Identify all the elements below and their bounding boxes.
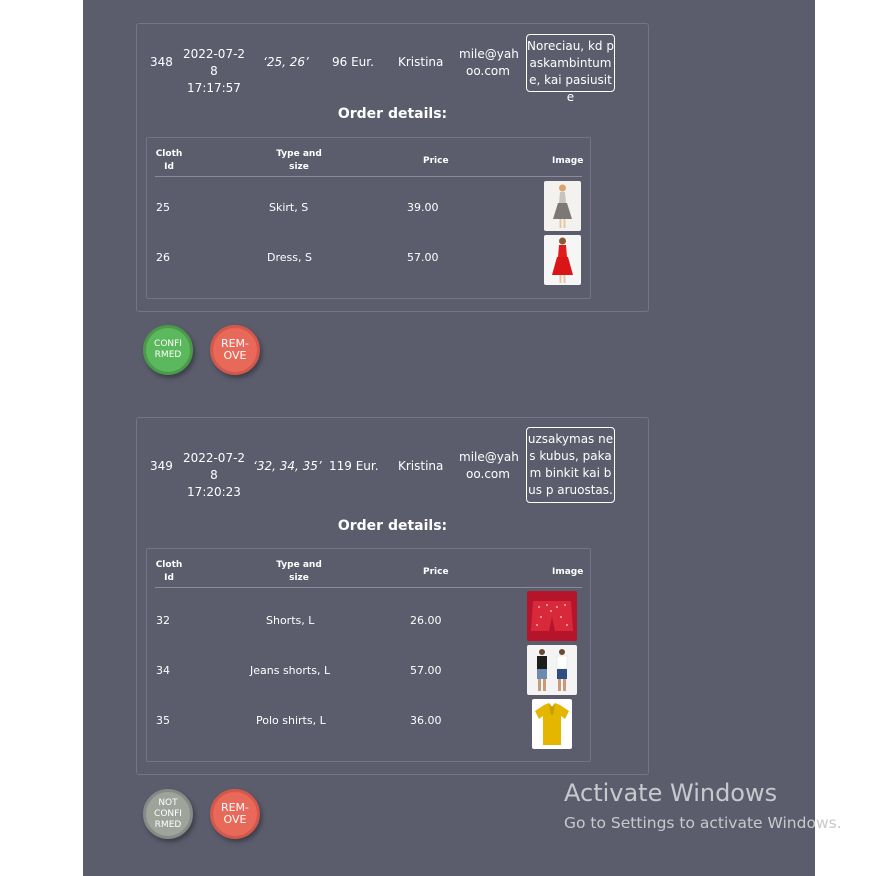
order-details-title: Order details: xyxy=(337,518,448,534)
confirmed-button[interactable]: CONFI RMED xyxy=(143,325,193,375)
col-price-header: Price xyxy=(423,567,449,577)
order-date: 2022-07-2 8 17:20:23 xyxy=(182,451,246,499)
col-type-header: Type and size xyxy=(276,149,322,172)
row-price: 36.00 xyxy=(410,714,442,727)
row-cloth-id: 32 xyxy=(156,614,170,627)
order-total: 96 Eur. xyxy=(332,55,374,69)
col-image-header: Image xyxy=(552,156,584,166)
row-type: Jeans shorts, L xyxy=(250,664,331,677)
product-image[interactable] xyxy=(544,235,581,285)
product-image[interactable] xyxy=(544,181,581,231)
order-comment: uzsakymas nes kubus, pakam binkit kai bus p aruostas. xyxy=(526,427,615,503)
order-id: 349 xyxy=(150,459,173,473)
header-divider xyxy=(155,176,582,177)
row-cloth-id: 35 xyxy=(156,714,170,727)
order-item-ids: ‘25, 26’ xyxy=(263,55,309,69)
order-id: 348 xyxy=(150,55,173,69)
row-price: 57.00 xyxy=(410,664,442,677)
order-details-table xyxy=(146,137,591,299)
customer-name: Kristina xyxy=(398,55,444,69)
activate-windows-subtitle: Go to Settings to activate Windows. xyxy=(564,814,842,832)
row-cloth-id: 34 xyxy=(156,664,170,677)
customer-name: Kristina xyxy=(398,459,444,473)
row-type: Skirt, S xyxy=(269,201,309,214)
order-details-table xyxy=(146,548,591,762)
not-confirmed-button[interactable]: NOT CONFI RMED xyxy=(143,789,193,839)
row-type: Shorts, L xyxy=(266,614,315,627)
row-type: Dress, S xyxy=(267,251,312,264)
header-divider xyxy=(155,587,582,588)
row-cloth-id: 25 xyxy=(156,201,170,214)
product-image[interactable] xyxy=(527,591,577,641)
col-price-header: Price xyxy=(423,156,449,166)
row-price: 26.00 xyxy=(410,614,442,627)
order-date: 2022-07-2 8 17:17:57 xyxy=(182,47,246,95)
activate-windows-title: Activate Windows xyxy=(564,779,778,807)
customer-email: mile@yah oo.com xyxy=(459,47,519,78)
col-type-header: Type and size xyxy=(276,560,322,583)
order-item-ids: ‘32, 34, 35’ xyxy=(253,459,322,473)
customer-email: mile@yah oo.com xyxy=(459,450,519,481)
row-price: 39.00 xyxy=(407,201,439,214)
product-image[interactable] xyxy=(527,645,577,695)
order-card xyxy=(136,417,649,775)
order-details-title: Order details: xyxy=(337,106,448,122)
row-price: 57.00 xyxy=(407,251,439,264)
remove-button[interactable]: REM- OVE xyxy=(210,789,260,839)
row-cloth-id: 26 xyxy=(156,251,170,264)
col-image-header: Image xyxy=(552,567,584,577)
order-card xyxy=(136,23,649,312)
order-total: 119 Eur. xyxy=(329,459,379,473)
col-cloth-id-header: Cloth Id xyxy=(155,560,183,583)
product-image[interactable] xyxy=(532,699,572,749)
row-type: Polo shirts, L xyxy=(256,714,326,727)
col-cloth-id-header: Cloth Id xyxy=(155,149,183,172)
order-comment: Noreciau, kd p askambintum e, kai pasiusite xyxy=(526,34,615,92)
remove-button[interactable]: REM- OVE xyxy=(210,325,260,375)
